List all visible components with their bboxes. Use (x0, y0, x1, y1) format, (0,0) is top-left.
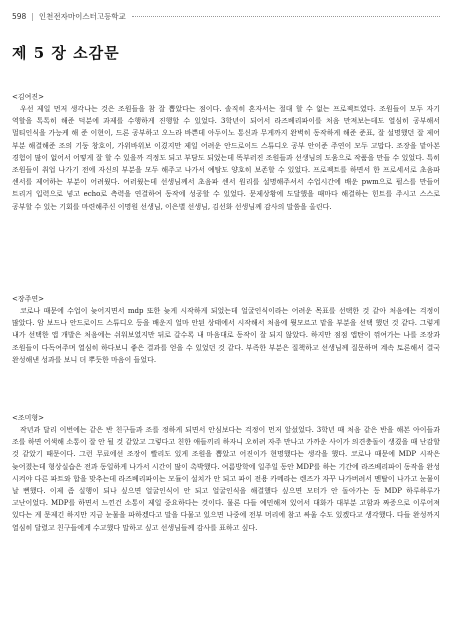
section-author: <김여진> (12, 93, 45, 101)
section-author: <장주연> (12, 295, 45, 303)
chapter-title: 제 5 장 소감문 (12, 44, 120, 62)
running-header (12, 10, 440, 22)
header-separator: | (31, 11, 34, 21)
section-body: 코로나 때문에 수업이 늦어지면서 mdp 또한 늦게 시작하게 되었는데 얼굴인식이라는 어려운 목표를 선택한 것 같아 처음에는 걱정이 많았다. 암 보드나 안드로이드 스튜디오 등을 배운지 얼마 안된 상태에서 시작해서 처음에 뭣모르고 맡을 부분을 선택 했던 것 같다. 그렇게 내가 선택한 앱 개발은 처음에는 쉬워보였지만 뒤로 갈수록 내 마음대로 동작이 잘 되지 않았다. 하지만 점점 앱탄이 꺾여가는 나를 조장과 조원들이 다독여주며 열심히 하다보니 좋은 결과를 얻을 수 있었던 것 같다. 부족한 부분은 질책하고 선생님께 질문하며 계속 토론해서 결국 완성해낸 성과를 보니 더 뿌듯한 마음이 들었다. (12, 307, 440, 364)
page-number: 598 (12, 11, 27, 21)
reflection-section (12, 92, 440, 213)
reflection-section (12, 413, 440, 534)
book-title: 인천전자마이스터고등학교 (38, 11, 126, 21)
reflection-section (12, 294, 440, 366)
header-dotted-rule (132, 16, 440, 17)
section-body: 우선 제일 먼저 생각나는 것은 조원들을 참 잘 뽑았다는 점이다. 솔직히 혼자서는 절대 할 수 없는 프로젝트였다. 조원들이 모두 자기 역할을 톡톡히 해준 덕분에 과제를 수행하게 진행할 수 있었다. 3학년이 되어서 라즈베리파이를 처음 만져보는데도 열심히 공부해서 멀티인식을 가능케 해 준 이현이, 드론 공부하고 오느라 바쁜데 아두이노 통신과 무게까지 완벽히 동작하게 해준 준표, 잘 설명했던 잘 제어 부분 해결해준 조의 기둥 창호이, 가위바위보 이겼지만 제일 어려운 안드로이드 스튜디오 공부 안이준 주연이 모두 고맙다. 조장을 맡아본 경험이 많이 없어서 어떻게 잘 할 수 있을까 걱정도 되고 부담도 되었는데 똑부러진 조원들과 선생님의 도움으로 작품을 만들 수 있었다. 특히 조원들이 취업 나가기 전에 자신의 부분을 모두 해주고 나가서 예탐도 양호히 보존할 수 있었다. 프로젝트를 하면서 한 프로세서로 초음파 센서를 제어하는 부분이 어려웠다. 여러웠는데 선생님께서 초음파 센서 원리를 설명해주셔서 수업시간에 배운 pwm으로 펄스를 만들어 트리거 입력으로 넣고 echo로 측력을 연결하여 동작에 성공할 수 있었다. 문제상황에 도달했을 때마다 해결하는 힌트를 주시고 스스로 공부할 수 있는 기회를 마련해주신 이명원 선생님, 이은별 선생님, 김선화 선생님께 감사의 말씀을 올린다. (12, 105, 440, 211)
section-author: <조미형> (12, 414, 45, 422)
section-body: 작년과 달리 이번에는 같은 반 친구들과 조를 정하게 되면서 안심보다는 걱정이 먼저 앞섰었다. 3학년 때 처음 같은 반을 해본 아이들과 조를 하면 어색해 소통이 잘 안 될 것 같았고 그렇다고 친한 애들끼리 하자니 오히려 자주 만나고 가까운 사이가 의견충돌이 생겼을 때 난감할 것 같았기 때문이다. 그런 무료에선 조장이 빨리도 있게 조원을 뽑았고 어진이가 현명했다는 생각을 했다. 코로나 때문에 MDP 시작은 늦어졌는데 형상실습은 전과 동일하게 나가서 시간이 많이 촉박했다. 여름방학에 일주일 동안 MDP를 하는 기간에 라즈베리파이 동작을 완성 시켜야 다른 파트와 합을 맞추는데 라즈베리파이는 모듈이 설치가 안 되고 파이 전용 카메라는 렌즈가 자꾸 나가버려서 멘탈이 나가고 눈물이 날 뻔했다. 이제 좀 실행이 되나 싶으면 얼굴인식이 안 되고 얼굴인식을 해결했다 싶으면 모터가 안 돌아가는 등 MDP 하루하루가 고난이었다. MDP를 하면서 느낀건 소통이 제일 중요하다는 것이다. 물론 다들 예민해져 있어서 대화가 대부분 고함과 짜증으로 이루어져 있다는 게 문제긴 하지만 지금 눈물을 파하겠다고 말을 다물고 있으면 나중에 전부 머리에 참고 싸울 수도 있겠다고 생각했다. 다들 완성까지 열심히 달렸고 친구들에게 수고했다 말하고 싶고 선생님들께 감사를 표하고 싶다. (12, 426, 440, 532)
